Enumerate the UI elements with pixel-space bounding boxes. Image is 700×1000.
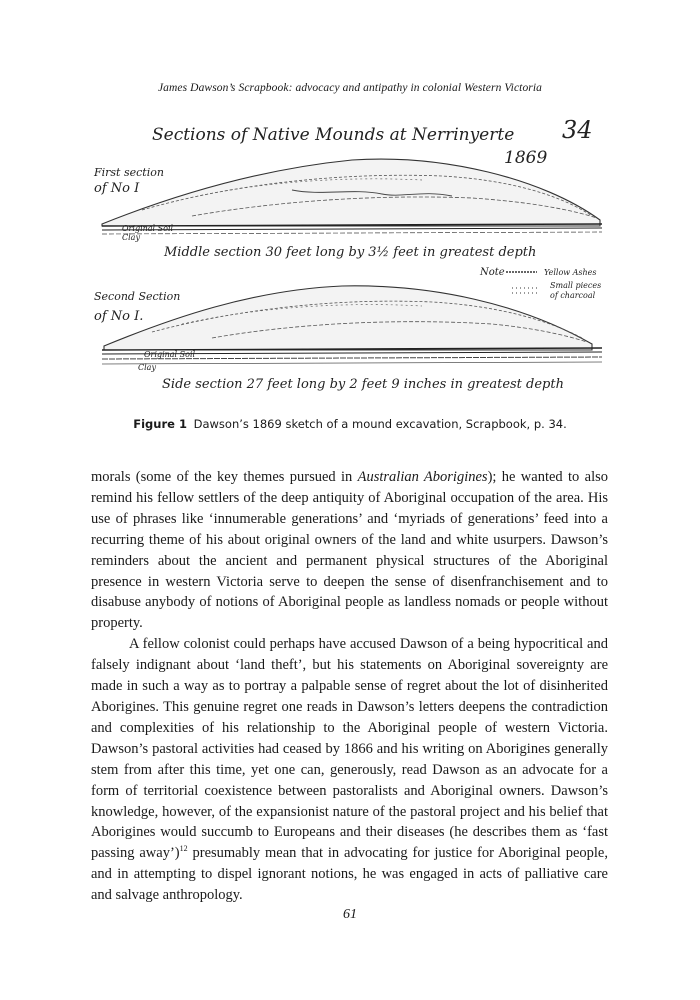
- first-section-label: First section: [94, 166, 164, 179]
- paragraph-2: [91, 634, 608, 906]
- sketch-page-ref: 34: [562, 118, 593, 144]
- second-ground-label-soil: Original Soil: [144, 350, 196, 359]
- second-section-number: of No I.: [94, 309, 144, 324]
- second-ground-label-clay: Clay: [138, 363, 156, 372]
- first-mound-outline: [102, 159, 600, 226]
- legend-charcoal-line2: of charcoal: [550, 291, 596, 300]
- paragraph-2-text-a: A fellow colonist could perhaps have accused Dawson of a being hypocritical and falsely indignant about ‘land theft’, but his statements on Aboriginal sovereignty are made in such a way as to portray a palpable sense of regret about the lot of disinherited Aborigines. This genuine regret one reads in Dawson’s letters deepens the contradiction and complexities of his relationship to the Aboriginal people of western Victoria. Dawson’s pastoral activities had ceased by 1866 and his writing on Aborigines generally stem from after this time, yet one can, generously, read Dawson as an advocate for a form of territorial coexistence between pastoralists and Aboriginal owners. Dawson’s knowledge, however, of the expansionist nature of the pastoral project and his belief that Aborigines would succumb to Europeans and their diseases (he describes them as ‘fast passing away’): [91, 636, 608, 862]
- page-number: 61: [343, 907, 357, 922]
- mound-sketch-drawing: [92, 118, 608, 406]
- sketch-year: 1869: [504, 148, 548, 168]
- first-section-number: of No I: [94, 181, 140, 196]
- running-head: James Dawson’s Scrapbook: advocacy and antipathy in colonial Western Victoria: [157, 82, 543, 94]
- sketch-title: Sections of Native Mounds at Nerrinyerte: [152, 125, 515, 145]
- paragraph-1: [91, 467, 608, 634]
- note-label: Note: [480, 267, 505, 278]
- body-text: [91, 467, 608, 906]
- figure-caption: [90, 417, 610, 431]
- first-ground-label-clay: Clay: [122, 233, 140, 242]
- paragraph-1-text-b: ); he wanted to also remind his fellow settlers of the deep antiquity of Aboriginal occupation of the area. His use of phrases like ‘innumerable generations’ and ‘myriads of generations’ feed into a recurring theme of his about original owners of the land and white usurpers. Dawson’s reminders about the ancient and permanent physical structures of the Aboriginal presence in western Victoria serve to deepen the sense of disenfranchisement and to disabuse anybody of notions of Aboriginal people as landless nomads or people without property.: [91, 469, 608, 632]
- book-title: Australian Aborigines: [357, 469, 488, 485]
- figure-sketch: [92, 118, 608, 406]
- first-section-caption: Middle section 30 feet long by 3½ feet in greatest depth: [164, 245, 537, 260]
- footnote-reference[interactable]: 12: [179, 844, 188, 854]
- legend-charcoal-line1: Small pieces: [550, 281, 602, 290]
- second-section-label: Second Section: [94, 290, 181, 303]
- legend-yellow-ashes: Yellow Ashes: [544, 268, 597, 277]
- second-section-caption: Side section 27 feet long by 2 feet 9 inches in greatest depth: [162, 377, 564, 392]
- figure-label: Figure 1: [133, 417, 187, 431]
- paragraph-1-text-a: morals (some of the key themes pursued in: [91, 469, 358, 485]
- paragraph-2-text-b: presumably mean that in advocating for justice for Aboriginal people, and in attempting to dispel ignorant notions, he was engaged in acts of palliative care and salvage anthropology.: [91, 845, 608, 904]
- figure-caption-text: Dawson’s 1869 sketch of a mound excavation, Scrapbook, p. 34.: [193, 417, 567, 431]
- first-ground-label-soil: Original Soil: [122, 224, 174, 233]
